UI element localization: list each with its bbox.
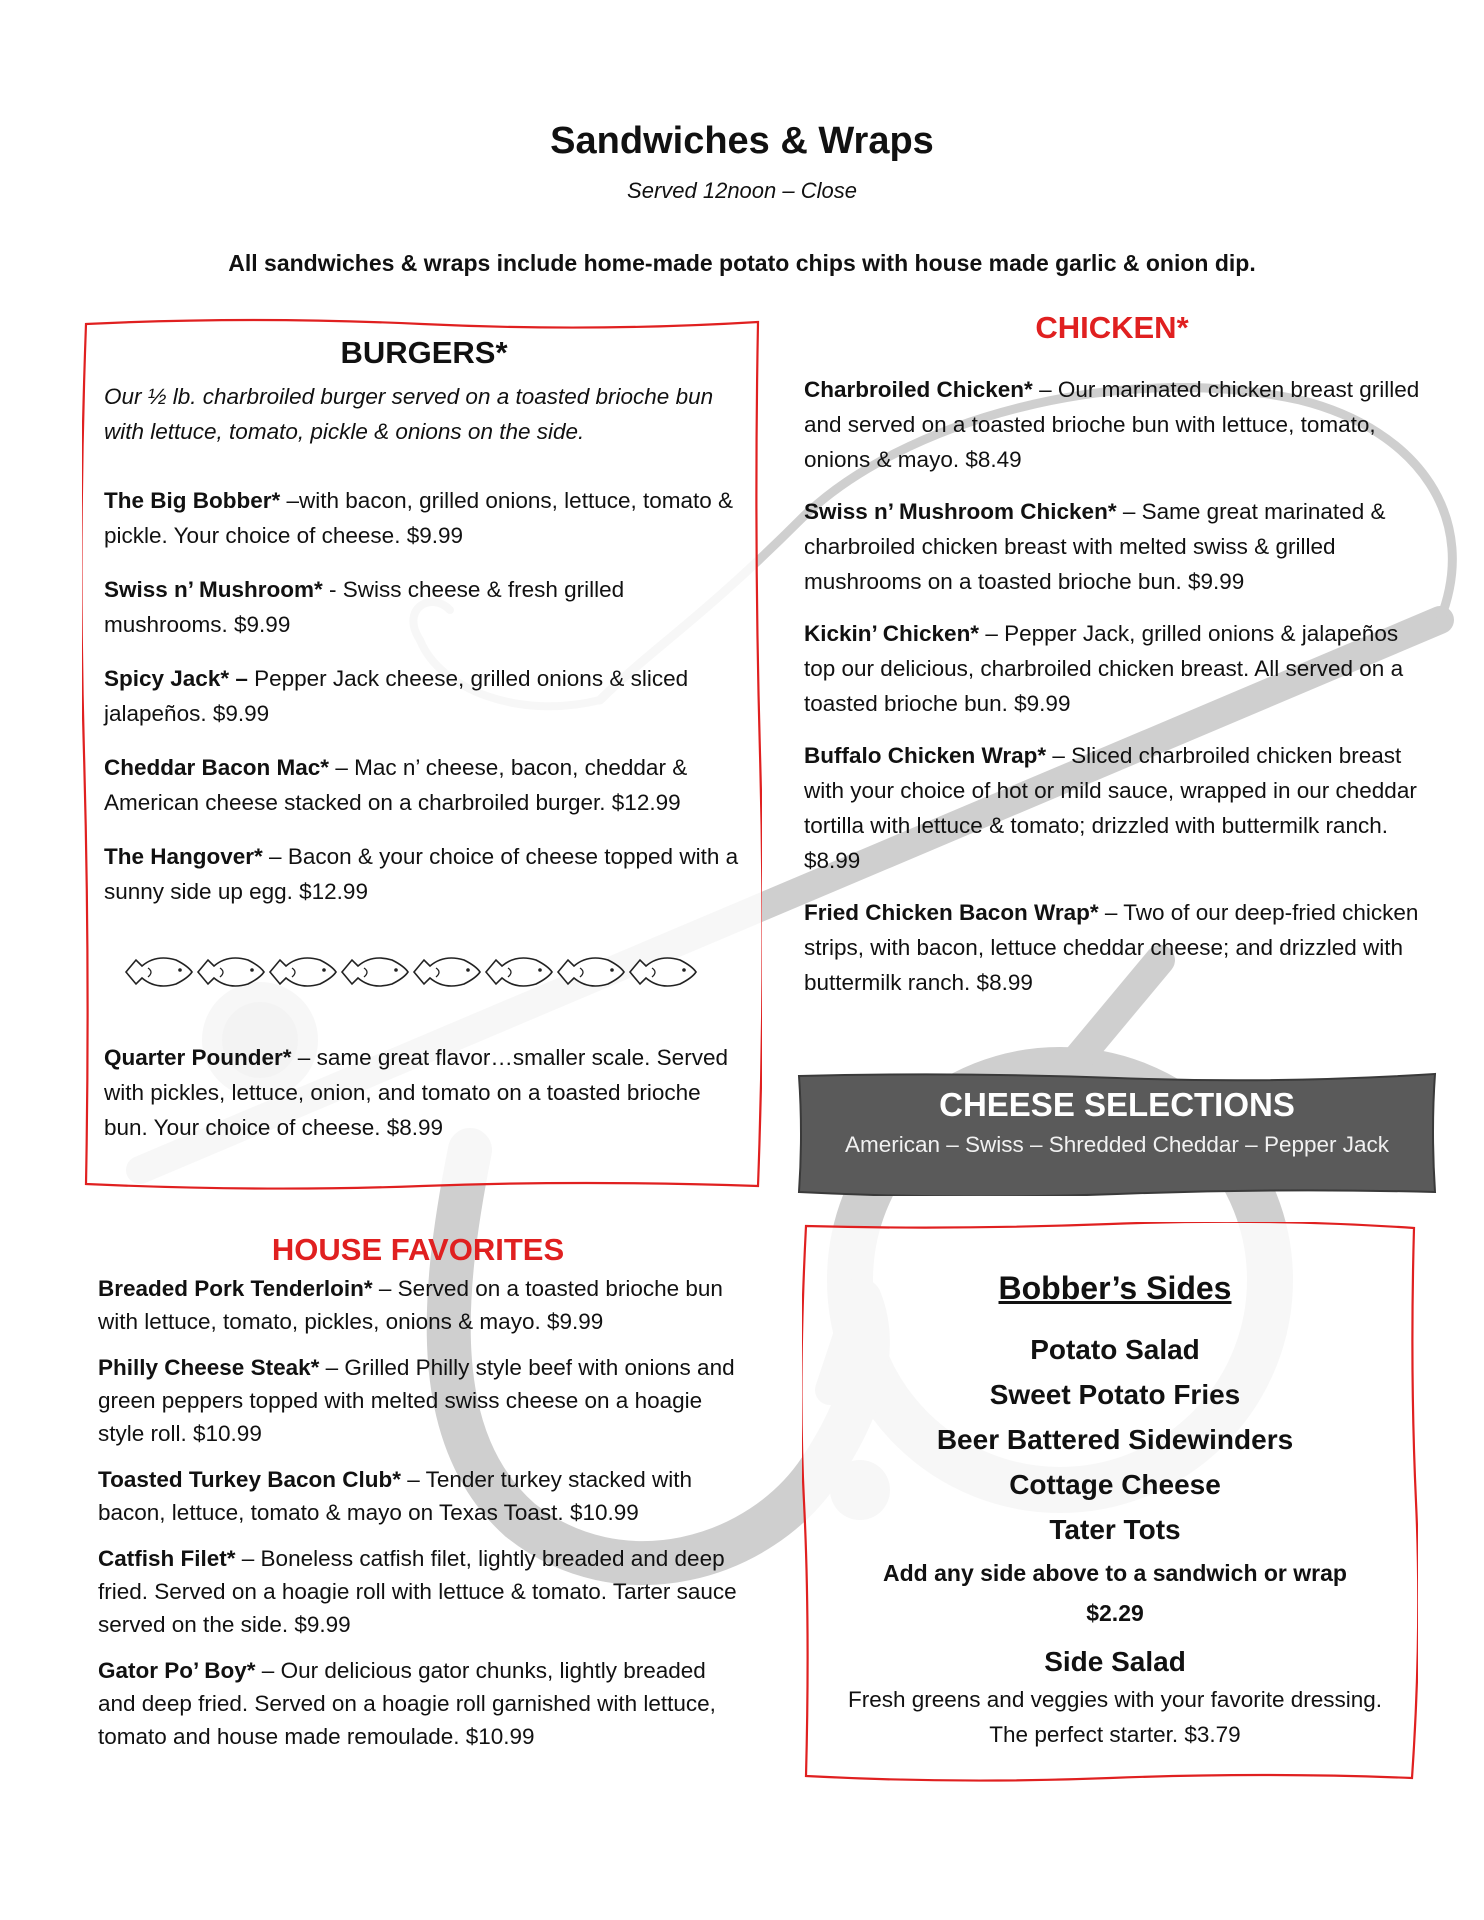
sides-section	[808, 1230, 1422, 1775]
quarter-pounder	[104, 1040, 744, 1164]
item-name: Catfish Filet*	[98, 1546, 236, 1571]
fish-divider	[124, 950, 704, 994]
item-desc: – Tender turkey stacked with bacon, lettuce, tomato & mayo on Texas Toast. $10.99	[98, 1467, 692, 1525]
item-name: Spicy Jack* –	[104, 666, 248, 691]
fish-icon	[126, 958, 192, 986]
item-name: The Big Bobber*	[104, 488, 281, 513]
menu-item	[804, 738, 1420, 878]
fish-icon	[342, 958, 408, 986]
sides-price: $2.29	[1086, 1600, 1144, 1626]
page-subtitle: Served 12noon – Close	[627, 178, 857, 203]
item-name: Kickin’ Chicken*	[804, 621, 980, 646]
house-favorites-title: HOUSE FAVORITES	[271, 1232, 565, 1267]
item-name: Swiss n’ Mushroom Chicken*	[804, 499, 1117, 524]
item-name: Gator Po’ Boy*	[98, 1658, 256, 1683]
item-name: Fried Chicken Bacon Wrap*	[804, 900, 1099, 925]
page-title: Sandwiches & Wraps	[550, 120, 934, 162]
side-item: Tater Tots	[1049, 1514, 1181, 1545]
item-name: Charbroiled Chicken*	[804, 377, 1033, 402]
chicken-section	[804, 310, 1420, 1017]
item-name: Buffalo Chicken Wrap*	[804, 743, 1047, 768]
sides-title: Bobber’s Sides	[998, 1270, 1232, 1306]
house-favorites-section	[98, 1232, 738, 1766]
item-desc: - Swiss cheese & fresh grilled mushrooms. $9.99	[104, 577, 625, 637]
item-name: Breaded Pork Tenderloin*	[98, 1276, 373, 1301]
burgers-description: Our ½ lb. charbroiled burger served on a toasted brioche bun with lettuce, tomato, pickle & onions on the side.	[104, 384, 714, 444]
menu-item	[98, 1351, 738, 1450]
item-name: Toasted Turkey Bacon Club*	[98, 1467, 401, 1492]
item-desc: – Two of our deep-fried chicken strips, with bacon, lettuce cheddar cheese; and drizzled with buttermilk ranch. $8.99	[804, 900, 1419, 995]
side-item: Cottage Cheese	[1009, 1469, 1221, 1500]
item-desc: – Our delicious gator chunks, lightly breaded and deep fried. Served on a hoagie roll garnished with lettuce, tomato and house made remoulade. $10.99	[98, 1658, 716, 1749]
cheese-title: CHEESE SELECTIONS	[939, 1086, 1295, 1123]
menu-item	[804, 895, 1420, 1000]
item-desc: – Our marinated chicken breast grilled and served on a toasted brioche bun with lettuce, tomato, onions & mayo. $8.49	[804, 377, 1420, 472]
side-item: Beer Battered Sidewinders	[936, 1424, 1294, 1455]
item-desc: – same great flavor…smaller scale. Served with pickles, lettuce, onion, and tomato on a toasted brioche bun. Your choice of cheese. $8.99	[104, 1045, 728, 1140]
menu-item	[104, 572, 744, 642]
item-name: The Hangover*	[104, 844, 263, 869]
item-name: Philly Cheese Steak*	[98, 1355, 320, 1380]
menu-item	[804, 494, 1420, 599]
menu-item	[804, 616, 1420, 721]
item-name: Swiss n’ Mushroom*	[104, 577, 323, 602]
item-name: Cheddar Bacon Mac*	[104, 755, 330, 780]
menu-item	[104, 483, 744, 553]
item-desc: – Pepper Jack, grilled onions & jalapeños top our delicious, charbroiled chicken breast. All served on a toasted brioche bun. $9.99	[804, 621, 1404, 716]
item-desc: – Sliced charbroiled chicken breast with your choice of hot or mild sauce, wrapped in our cheddar tortilla with lettuce & tomato; drizzled with buttermilk ranch. $8.99	[804, 743, 1417, 873]
side-salad-desc: Fresh greens and veggies with your favorite dressing. The perfect starter. $3.79	[847, 1687, 1383, 1747]
menu-item	[104, 839, 744, 909]
intro-note: All sandwiches & wraps include home-made potato chips with house made garlic & onion dip.	[228, 250, 1256, 276]
menu-item	[98, 1654, 738, 1753]
item-desc: – Mac n’ cheese, bacon, cheddar & American cheese stacked on a charbroiled burger. $12.99	[104, 755, 688, 815]
item-desc: – Same great marinated & charbroiled chicken breast with melted swiss & grilled mushrooms on a toasted brioche bun. $9.99	[804, 499, 1386, 594]
sides-note: Add any side above to a sandwich or wrap	[883, 1560, 1347, 1586]
item-desc: – Served on a toasted brioche bun with lettuce, tomato, pickles, onions & mayo. $9.99	[98, 1276, 723, 1334]
cheese-list: American – Swiss – Shredded Cheddar – Pepper Jack	[844, 1132, 1390, 1157]
menu-item	[804, 372, 1420, 477]
item-desc: – Bacon & your choice of cheese topped with a sunny side up egg. $12.99	[104, 844, 739, 904]
fish-icon	[486, 958, 552, 986]
fish-icon	[630, 958, 696, 986]
menu-item	[104, 1040, 744, 1145]
item-desc: – Grilled Philly style beef with onions and green peppers topped with melted swiss cheese on a hoagie style roll. $10.99	[98, 1355, 735, 1446]
menu-item	[104, 661, 744, 731]
menu-item	[98, 1272, 738, 1338]
side-item: Potato Salad	[1030, 1334, 1200, 1365]
side-salad-title: Side Salad	[1044, 1646, 1186, 1677]
side-item: Sweet Potato Fries	[989, 1379, 1241, 1410]
fish-icon	[414, 958, 480, 986]
item-name: Quarter Pounder*	[104, 1045, 292, 1070]
menu-item	[98, 1463, 738, 1529]
menu-item	[104, 750, 744, 820]
fish-icon	[270, 958, 336, 986]
item-desc: – Boneless catfish filet, lightly breaded and deep fried. Served on a hoagie roll with lettuce & tomato. Tarter sauce served on the side. $9.99	[98, 1546, 737, 1637]
burgers-section	[104, 335, 744, 928]
chicken-title: CHICKEN*	[1035, 310, 1189, 345]
fish-icon	[558, 958, 624, 986]
fish-icon	[198, 958, 264, 986]
menu-item	[98, 1542, 738, 1641]
cheese-selections	[797, 1070, 1437, 1196]
item-desc: Pepper Jack cheese, grilled onions & sliced jalapeños. $9.99	[104, 666, 689, 726]
burgers-title: BURGERS*	[340, 335, 508, 370]
item-desc: –with bacon, grilled onions, lettuce, tomato & pickle. Your choice of cheese. $9.99	[104, 488, 734, 548]
